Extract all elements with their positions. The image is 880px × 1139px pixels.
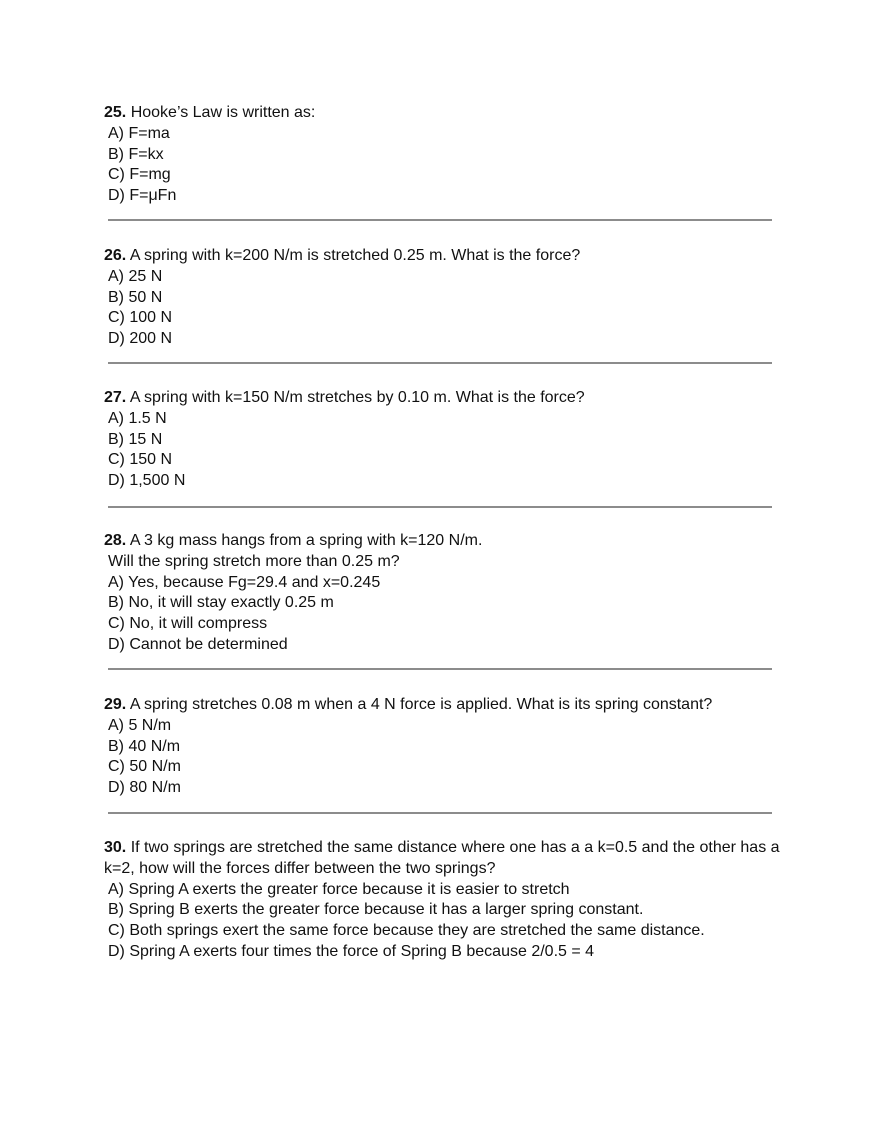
divider [108, 668, 772, 670]
option-d: D) Spring A exerts four times the force of Spring B because 2/0.5 = 4 [108, 942, 595, 960]
question-29 [104, 695, 784, 799]
question-30 [104, 838, 784, 963]
divider [108, 219, 772, 221]
option-a: A) 25 N [108, 267, 163, 285]
question-text-continued: Will the spring stretch more than 0.25 m? [108, 552, 400, 570]
option-a: A) 5 N/m [108, 716, 172, 734]
question-text-continued: k=2, how will the forces differ between the two springs? [104, 859, 496, 877]
option-b: B) 40 N/m [108, 737, 181, 755]
option-b: B) No, it will stay exactly 0.25 m [108, 594, 334, 612]
option-b: B) F=kx [108, 145, 164, 163]
question-number: 29. [104, 696, 127, 713]
option-d: D) F=μFn [108, 187, 177, 205]
option-c: C) Both springs exert the same force because they are stretched the same distance. [108, 922, 705, 940]
question-number: 28. [104, 532, 127, 549]
option-c: C) No, it will compress [108, 615, 268, 633]
divider [108, 362, 772, 364]
option-c: C) 100 N [108, 309, 173, 327]
question-text: A spring stretches 0.08 m when a 4 N force is applied. What is its spring constant? [126, 696, 713, 713]
option-a: A) Spring A exerts the greater force because it is easier to stretch [108, 880, 570, 898]
option-c: C) 50 N/m [108, 758, 181, 776]
option-b: B) Spring B exerts the greater force because it has a larger spring constant. [108, 901, 644, 919]
question-number: 26. [104, 247, 127, 264]
option-d: D) 200 N [108, 330, 173, 348]
option-d: D) Cannot be determined [108, 635, 288, 653]
option-d: D) 1,500 N [108, 472, 186, 490]
divider [108, 812, 772, 814]
question-text: A spring with k=200 N/m is stretched 0.25 m. What is the force? [126, 247, 581, 264]
option-a: A) Yes, because Fg=29.4 and x=0.245 [108, 573, 381, 591]
question-text: Hooke’s Law is written as: [126, 104, 316, 121]
question-26 [104, 246, 784, 350]
question-28 [104, 531, 784, 656]
question-stem [104, 103, 784, 124]
divider [108, 506, 772, 508]
option-a: A) F=ma [108, 124, 170, 142]
option-b: B) 15 N [108, 430, 163, 448]
option-d: D) 80 N/m [108, 779, 181, 797]
question-text: A spring with k=150 N/m stretches by 0.10 m. What is the force? [126, 389, 585, 406]
question-stem [104, 388, 784, 409]
option-c: C) 150 N [108, 451, 173, 469]
question-stem [104, 695, 784, 716]
option-c: C) F=mg [108, 166, 171, 184]
option-a: A) 1.5 N [108, 409, 167, 427]
question-number: 25. [104, 104, 127, 121]
question-number: 27. [104, 389, 127, 406]
question-text: A 3 kg mass hangs from a spring with k=120 N/m. [126, 532, 483, 549]
question-stem [104, 838, 784, 859]
question-number: 30. [104, 839, 127, 856]
question-text: If two springs are stretched the same distance where one has a a k=0.5 and the other has a [126, 839, 780, 856]
question-25 [104, 103, 784, 207]
question-27 [104, 388, 784, 492]
question-stem [104, 531, 784, 552]
question-stem [104, 246, 784, 267]
option-b: B) 50 N [108, 288, 163, 306]
